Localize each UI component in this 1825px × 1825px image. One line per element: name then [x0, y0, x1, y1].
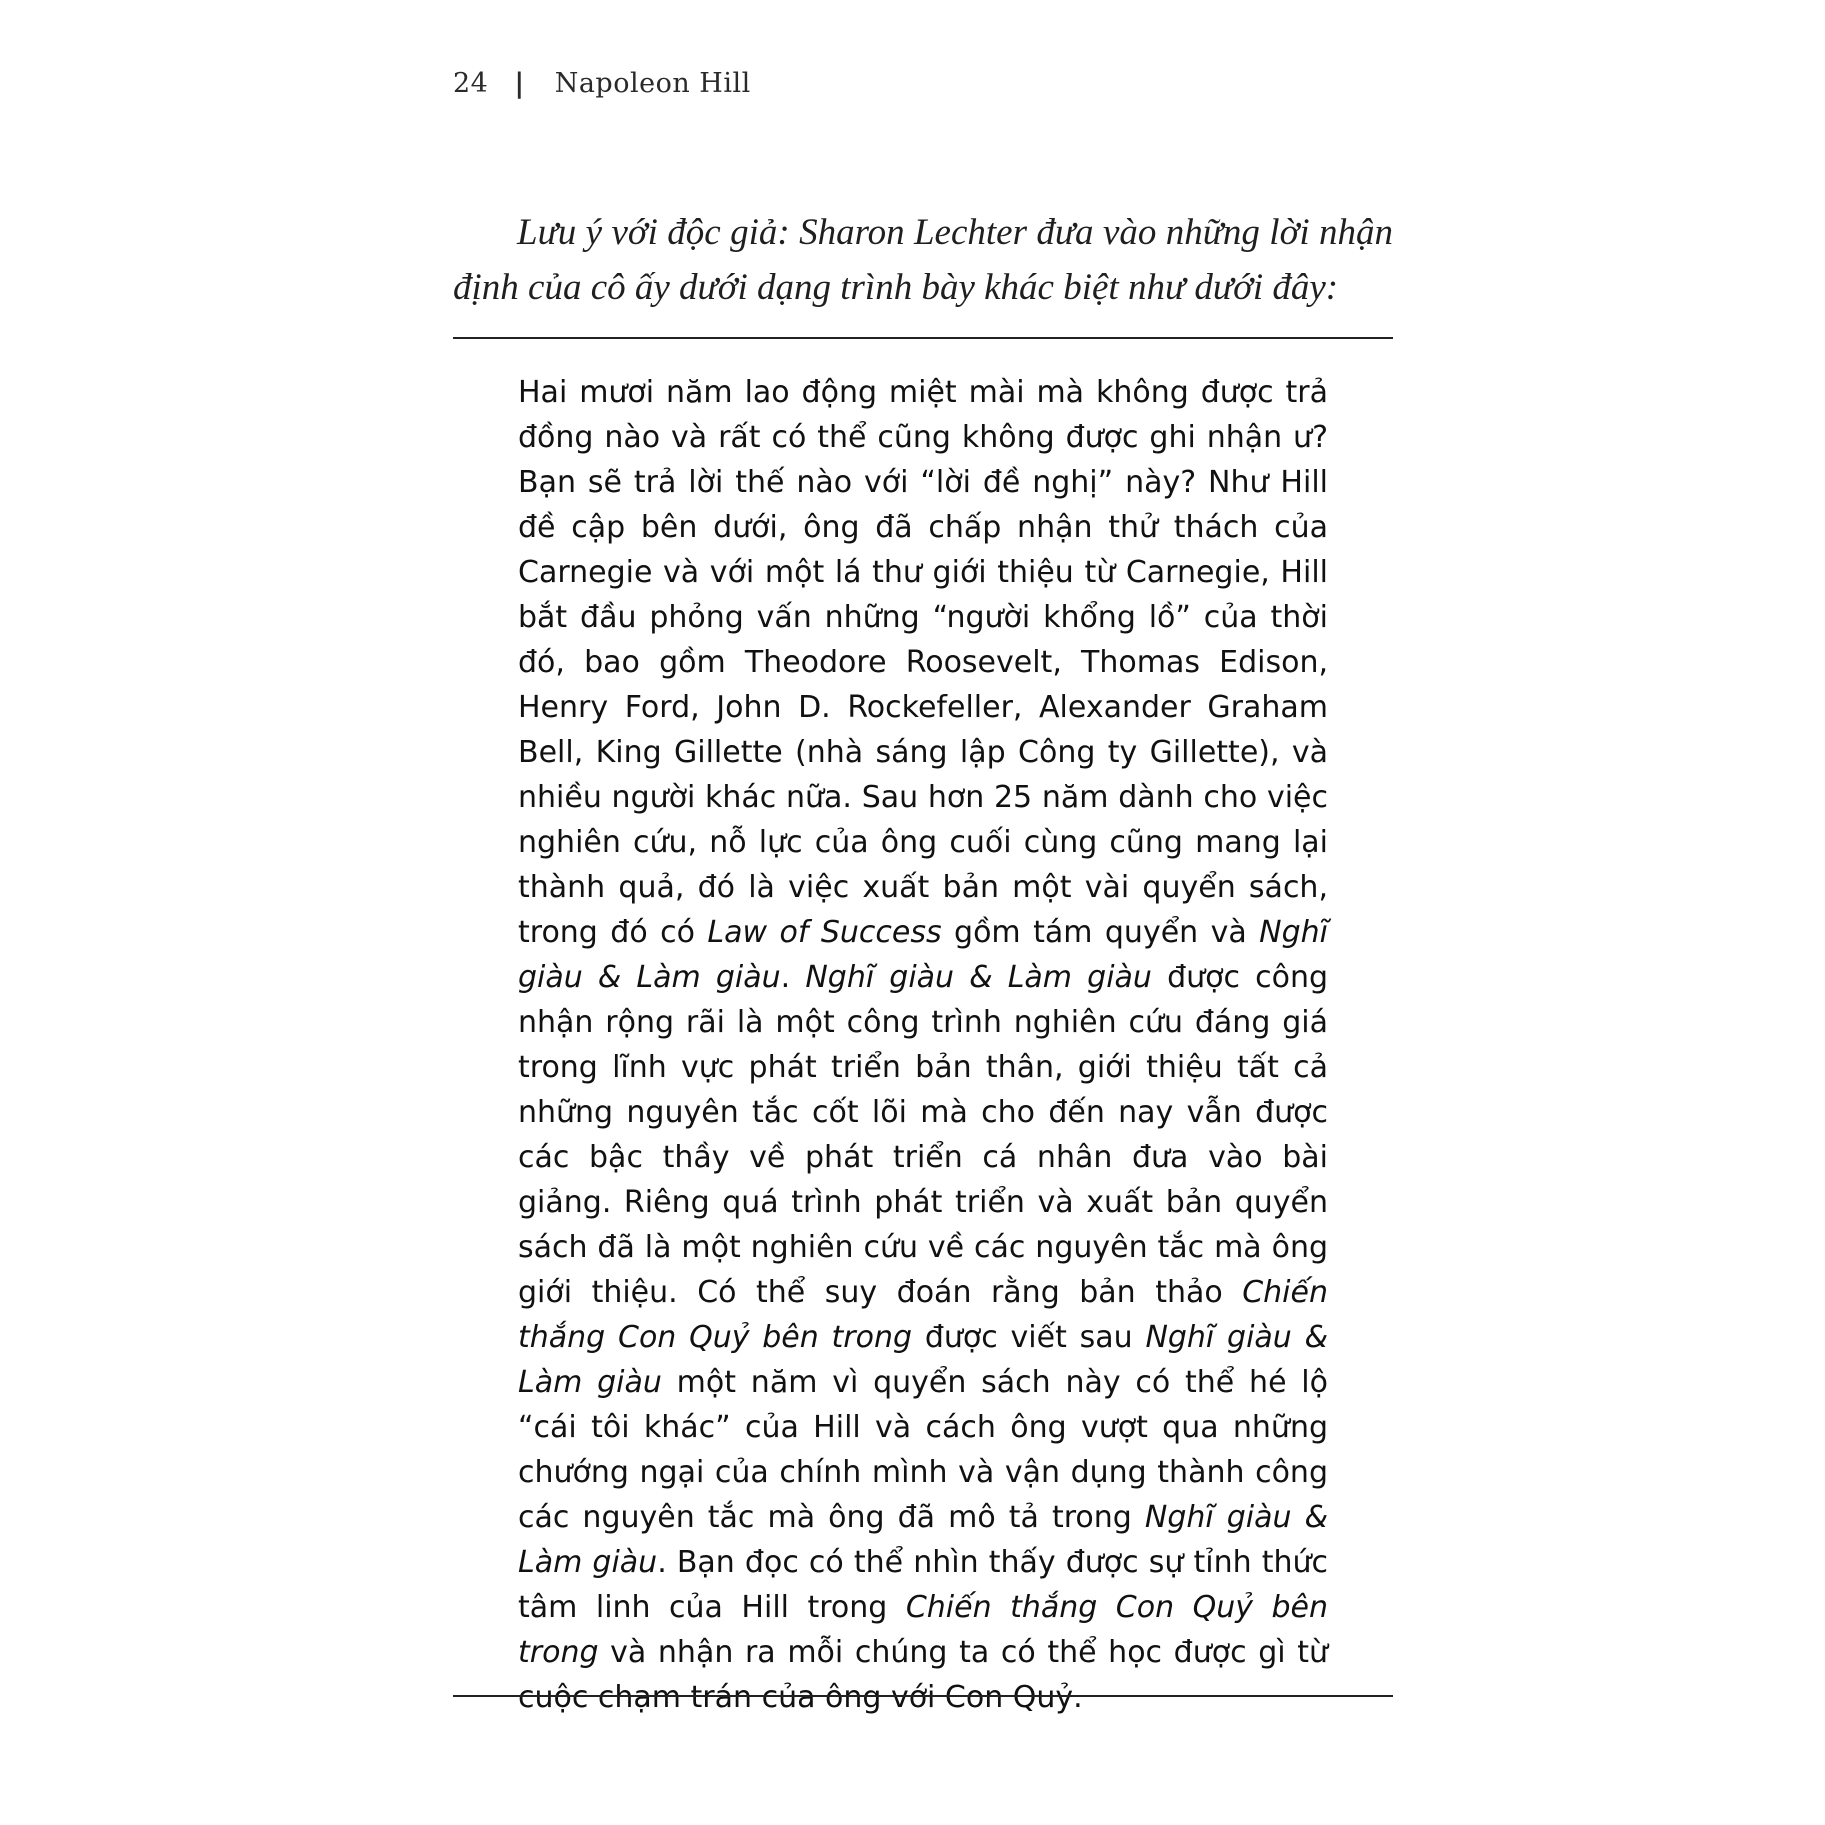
top-divider: [453, 337, 1393, 339]
text-segment: . Bạn đọc có thể nhìn thấy được sự tỉnh thức tâm linh của Hill trong: [518, 1545, 1328, 1625]
text-segment: .: [780, 960, 806, 995]
book-title-chien-thang: Chiến thắng Con Quỷ bên trong: [518, 1275, 1328, 1355]
book-title-nghi-giau: Nghĩ giàu & Làm giàu: [518, 915, 1329, 995]
book-title-nghi-giau: Nghĩ giàu & Làm giàu: [518, 1500, 1328, 1580]
header-separator: |: [514, 68, 525, 99]
book-title-nghi-giau: Nghĩ giàu & Làm giàu: [518, 1320, 1328, 1400]
book-title-law-of-success: Law of Success: [707, 915, 942, 950]
page-number: 24: [453, 68, 489, 99]
author-name: Napoleon Hill: [554, 68, 751, 99]
commentary-box: [518, 370, 1328, 1720]
text-segment: gồm tám quyển và: [941, 915, 1260, 950]
book-title-chien-thang: Chiến thắng Con Quỷ bên trong: [518, 1590, 1328, 1670]
bottom-divider: [453, 1695, 1393, 1697]
running-header: [453, 68, 751, 99]
book-title-nghi-giau: Nghĩ giàu & Làm giàu: [805, 960, 1152, 995]
reader-note: [453, 205, 1393, 315]
text-segment: được viết sau: [912, 1320, 1146, 1355]
text-segment: và nhận ra mỗi chúng ta có thể học được gì từ cuộc chạm trán của ông với Con Quỷ.: [518, 1635, 1328, 1715]
text-segment: được công nhận rộng rãi là một công trình nghiên cứu đáng giá trong lĩnh vực phát triển bản thân, giới thiệu tất cả những nguyên tắc cốt lõi mà cho đến nay vẫn được các bậc thầy về phát triển cá nhân đưa vào bài giảng. Riêng quá trình phát triển và xuất bản quyển sách đã là một nghiên cứu về các nguyên tắc mà ông giới thiệu. Có thể suy đoán rằng bản thảo: [518, 960, 1329, 1310]
commentary-paragraph: [518, 370, 1328, 1720]
reader-note-text: Lưu ý với độc giả: Sharon Lechter đưa vào những lời nhận định của cô ấy dưới dạng trình bày khác biệt như dưới đây:: [453, 212, 1393, 308]
text-segment: một năm vì quyển sách này có thể hé lộ “cái tôi khác” của Hill và cách ông vượt qua những chướng ngại của chính mình và vận dụng thành công các nguyên tắc mà ông đã mô tả trong: [518, 1365, 1328, 1535]
text-segment: Hai mươi năm lao động miệt mài mà không được trả đồng nào và rất có thể cũng không được ghi nhận ư? Bạn sẽ trả lời thế nào với “lời đề nghị” này? Như Hill đề cập bên dưới, ông đã chấp nhận thử thách của Carnegie và với một lá thư giới thiệu từ Carnegie, Hill bắt đầu phỏng vấn những “người khổng lồ” của thời đó, bao gồm Theodore Roosevelt, Thomas Edison, Henry Ford, John D. Rockefeller, Alexander Graham Bell, King Gillette (nhà sáng lập Công ty Gillette), và nhiều người khác nữa. Sau hơn 25 năm dành cho việc nghiên cứu, nỗ lực của ông cuối cùng cũng mang lại thành quả, đó là việc xuất bản một vài quyển sách, trong đó có: [518, 375, 1328, 950]
